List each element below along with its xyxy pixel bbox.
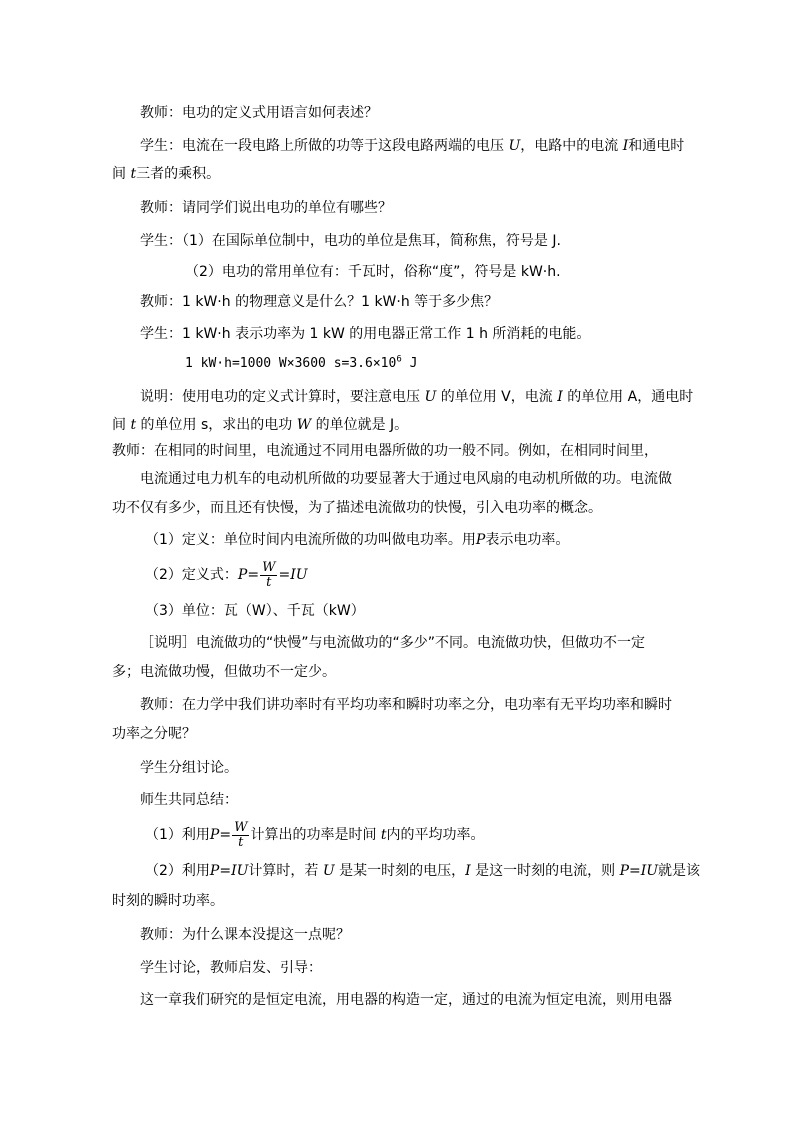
text-line	[112, 415, 408, 435]
text: 是这一时刻的电流，则	[475, 863, 616, 879]
math-symbol: W	[296, 417, 312, 433]
text-line	[140, 136, 684, 156]
text-line	[140, 758, 238, 778]
text: 教师：1 kW·h 的物理意义是什么？1 kW·h 等于多少焦？	[140, 294, 499, 310]
text: 和通电时	[628, 138, 685, 154]
text: J	[401, 356, 418, 371]
math-symbol: I	[622, 138, 629, 154]
text-line	[185, 262, 561, 282]
math-symbol: IU	[290, 567, 308, 583]
text: 计算出的功率是时间	[250, 827, 377, 843]
text: 内的平均功率。	[386, 827, 485, 843]
text: 学生：电流在一段电路上所做的功等于这段电路两端的电压	[140, 138, 504, 154]
text: 间	[112, 166, 126, 182]
text: 时刻的瞬时功率。	[112, 893, 224, 909]
text: 多；电流做功慢，但做功不一定少。	[112, 664, 336, 680]
math-symbol: U	[508, 138, 521, 154]
math-symbol: P=IU	[619, 863, 659, 879]
math-symbol: I	[557, 389, 563, 405]
text: 学生：1 kW·h 表示功率为 1 kW 的用电器正常工作 1 h 所消耗的电能。	[140, 326, 591, 342]
text: （2）定义式：	[145, 567, 238, 583]
formula-line	[185, 354, 417, 374]
text-line	[140, 469, 672, 489]
text: 这一章我们研究的是恒定电流，用电器的构造一定，通过的电流为恒定电流，则用电器	[140, 992, 672, 1008]
math-symbol: t	[130, 417, 137, 433]
text: 的单位用 A，通电时	[567, 389, 694, 405]
text-line	[140, 925, 350, 945]
text: 功率之分呢？	[112, 726, 196, 742]
text: 说明：使用电功的定义式计算时，要注意电压	[140, 389, 420, 405]
text-line	[112, 441, 658, 461]
text: 学生讨论，教师启发、引导：	[140, 960, 322, 976]
text-line	[140, 958, 322, 978]
text: 功不仅有多少，而且还有快慢，为了描述电流做功的快慢，引入电功率的概念。	[112, 500, 602, 516]
text: 的单位用 V，电流	[440, 389, 553, 405]
text: 间	[112, 417, 126, 433]
fraction-numerator: W	[262, 559, 276, 575]
formula-line	[145, 558, 308, 592]
text: 教师：请同学们说出电功的单位有哪些？	[140, 200, 392, 216]
text: 就是该	[658, 863, 701, 879]
math-symbol: P	[475, 532, 486, 548]
text: 1 kW·h=1000 W×3600 s=3.6×10	[185, 356, 397, 371]
fraction-denominator: t	[238, 834, 244, 850]
math-symbol: P=IU	[209, 863, 249, 879]
text-line	[112, 724, 196, 744]
fraction	[232, 821, 249, 850]
math-symbol: U	[322, 863, 335, 879]
text: 表示电功率。	[485, 532, 570, 548]
text: 学生分组讨论。	[140, 760, 238, 776]
fraction-numerator: W	[234, 819, 248, 835]
text: 教师：在力学中我们讲功率时有平均功率和瞬时功率之分，电功率有无平均功率和瞬时	[140, 697, 672, 713]
text: 计算时，若	[248, 863, 319, 879]
text-line	[145, 861, 700, 881]
text: 的单位用 s，求出的电功	[140, 417, 293, 433]
math-symbol: P=	[237, 567, 260, 583]
text: 师生共同总结：	[140, 792, 238, 808]
formula-line	[145, 818, 485, 852]
text: （3）单位：瓦（W）、千瓦（kW）	[145, 603, 365, 619]
text-line	[112, 662, 336, 682]
fraction-denominator: t	[266, 574, 272, 590]
text-line	[145, 530, 569, 550]
text-line	[140, 292, 498, 312]
text: （1）利用	[145, 827, 210, 843]
text-line	[140, 324, 590, 344]
text: ［说明］电流做功的“快慢”与电流做功的“多少”不同。电流做功快，但做功不一定	[140, 635, 646, 651]
text: 教师：为什么课本没提这一点呢？	[140, 927, 350, 943]
text: 学生：（1）在国际单位制中，电功的单位是焦耳，简称焦，符号是 J.	[140, 233, 561, 249]
exponent: 6	[396, 354, 402, 365]
text: 教师：电功的定义式用语言如何表述？	[140, 105, 378, 121]
text-line	[140, 990, 672, 1010]
text-line	[145, 601, 365, 621]
text-line	[140, 103, 378, 123]
math-symbol: t	[380, 827, 387, 843]
text-line	[140, 231, 561, 251]
text: 三者的乘积。	[136, 166, 221, 182]
text: （1）定义：单位时间内电流所做的功叫做电功率。用	[145, 532, 476, 548]
text: ，电路中的电流	[520, 138, 619, 154]
text-line	[112, 498, 602, 518]
text: 的单位就是 J。	[315, 417, 409, 433]
text-line	[140, 633, 645, 653]
text: 教师：在相同的时间里，电流通过不同用电器所做的功一般不同。例如，在相同时间里，	[112, 443, 658, 459]
text: 是某一时刻的电压，	[339, 863, 466, 879]
text-line	[140, 387, 693, 407]
text: =	[278, 567, 291, 583]
text: （2）利用	[145, 863, 210, 879]
text-line	[112, 164, 220, 184]
text: （2）电功的常用单位有：千瓦时，俗称“度”，符号是 kW·h.	[185, 264, 561, 280]
math-symbol: P=	[209, 827, 232, 843]
text-line	[140, 198, 392, 218]
math-symbol: U	[424, 389, 437, 405]
text-line	[140, 695, 672, 715]
math-symbol: t	[130, 166, 137, 182]
text: 电流通过电力机车的电动机所做的功要显著大于通过电风扇的电动机所做的功。电流做	[140, 471, 672, 487]
math-symbol: I	[465, 863, 471, 879]
fraction	[260, 561, 277, 590]
text-line	[112, 891, 224, 911]
text-line	[140, 790, 238, 810]
